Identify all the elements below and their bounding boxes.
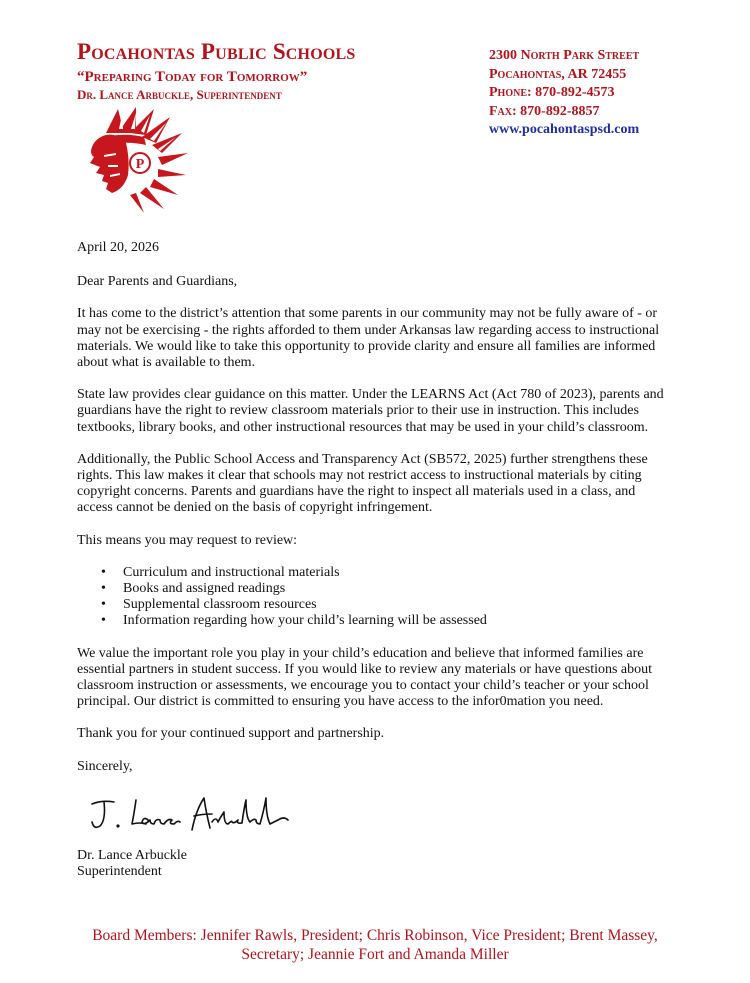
website-link[interactable]: www.pocahontaspsd.com: [489, 122, 640, 137]
letter-date: April 20, 2026: [77, 240, 160, 255]
list-item: [77, 597, 667, 613]
board-members-line-1: Board Members: Jennifer Rawls, President; Chris Robinson, Vice President; Brent Massey,: [92, 927, 658, 944]
paragraph-closing: We value the important role you play in your child’s education and believe that informed families are essential partners in student success. If you would like to review any materials or have questions about classroom instruction or assessments, we encourage you to contact your child’s teacher or your school principal. Our district is committed to ensuring you have access to the infor0mation you need.: [77, 645, 653, 710]
board-members-footer: [60, 926, 690, 964]
letter-body: [77, 240, 667, 791]
paragraph-transparency-act: Additionally, the Public School Access and Transparency Act (SB572, 2025) further strengthens these rights. This law makes it clear that schools may not restrict access to instructional materials by citing copyright concerns. Parents and guardians have the right to inspect all materials used in a class, and access cannot be denied on the basis of copyright infringement.: [77, 451, 648, 516]
review-list: [77, 565, 667, 630]
signer-name: Dr. Lance Arbuckle: [77, 848, 188, 863]
logo-letter: P: [135, 157, 145, 172]
paragraph-request-intro: This means you may request to review:: [77, 532, 298, 548]
district-logo-icon: [66, 103, 206, 215]
fax-number: Fax: 870-892-8857: [489, 103, 600, 119]
signer-title: Superintendent: [77, 864, 162, 880]
sign-off: Sincerely,: [77, 758, 133, 774]
list-item-text: Books and assigned readings: [123, 581, 286, 597]
paragraph-learns-act: State law provides clear guidance on this matter. Under the LEARNS Act (Act 780 of 2023), parents and guardians have the right to review classroom materials prior to their use in instruction. This includes textbooks, library books, and other instructional resources that may be used in your child’s classroom.: [77, 387, 664, 435]
address-city: Pocahontas, AR 72455: [489, 66, 627, 82]
list-item-text: Information regarding how your child’s learning will be assessed: [123, 613, 487, 629]
district-motto: “Preparing Today for Tomorrow”: [77, 69, 308, 85]
board-members-line-2: Secretary; Jeannie Fort and Amanda Miller: [241, 946, 509, 963]
bullet-icon: •: [101, 564, 106, 580]
bullet-icon: •: [101, 597, 106, 613]
signer-block: [77, 848, 187, 880]
list-item-text: Curriculum and instructional materials: [123, 564, 340, 580]
phone-number: Phone: 870-892-4573: [489, 85, 615, 100]
list-item: [77, 565, 667, 581]
bullet-icon: •: [101, 613, 106, 629]
paragraph-thanks: Thank you for your continued support and partnership.: [77, 726, 385, 742]
list-item: [77, 581, 667, 597]
letterhead-contact: [489, 47, 739, 140]
paragraph-intro: It has come to the district’s attention that some parents in our community may not be fully aware of - or may not be exercising - the rights afforded to them under Arkansas law regarding access to instructional materials. We would like to take this opportunity to provide clarity and ensure all families are informed about what is available to them.: [77, 306, 660, 371]
bullet-icon: •: [101, 581, 106, 597]
signature-image: [88, 790, 298, 840]
superintendent-line: Dr. Lance Arbuckle, Superintendent: [77, 87, 282, 102]
letterhead-left: [77, 38, 477, 103]
salutation: Dear Parents and Guardians,: [77, 274, 238, 290]
list-item: [77, 613, 667, 629]
address-street: 2300 North Park Street: [489, 48, 640, 63]
district-name: Pocahontas Public Schools: [77, 39, 356, 64]
list-item-text: Supplemental classroom resources: [123, 597, 317, 613]
